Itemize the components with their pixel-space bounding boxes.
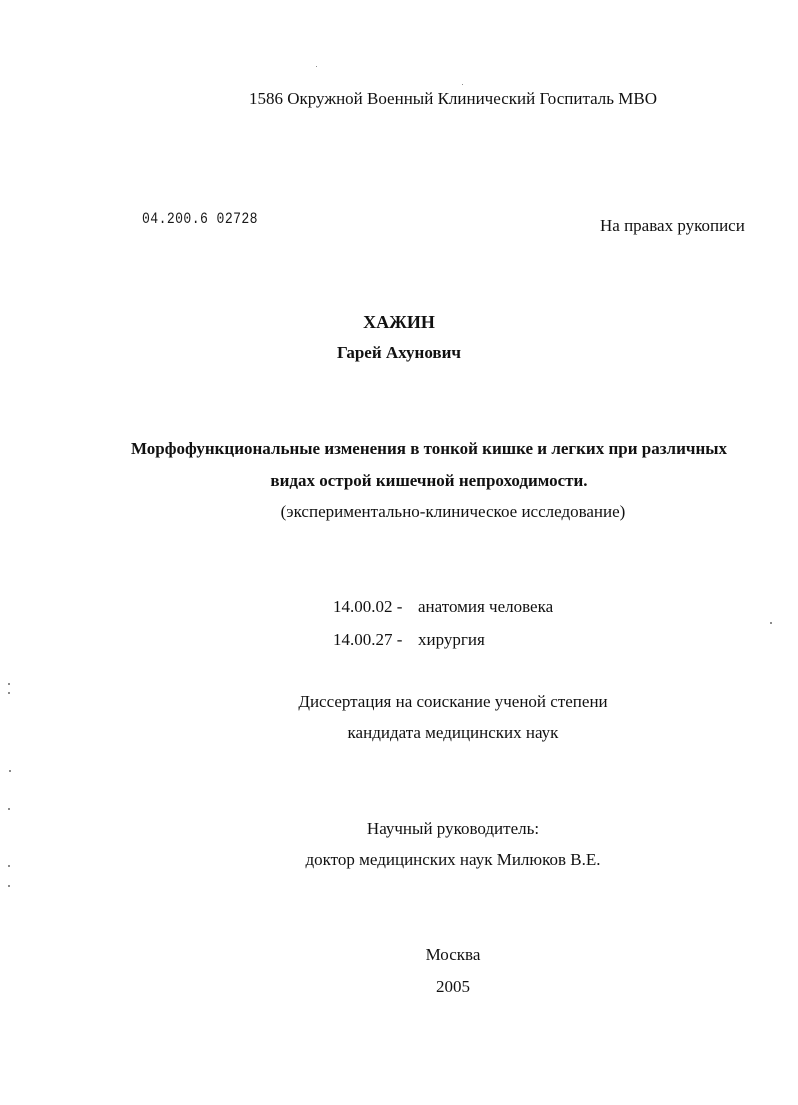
scan-speck — [8, 683, 10, 685]
thesis-title-line-1: Морфофункциональные изменения в тонкой кишке и легких при различных — [130, 439, 728, 458]
manuscript-note: На правах рукописи — [600, 216, 745, 235]
scan-speck — [770, 622, 772, 624]
dissertation-line-2: кандидата медицинских наук — [347, 723, 559, 742]
specialty-item — [333, 597, 553, 617]
advisor-name: доктор медицинских наук Милюков В.Е. — [305, 850, 601, 869]
registration-stamp: 04.200.6 02728 — [142, 210, 258, 228]
year: 2005 — [436, 977, 470, 996]
scan-speck — [9, 770, 11, 772]
dissertation-line-1: Диссертация на соискание ученой степени — [298, 692, 608, 711]
scan-speck — [8, 885, 10, 887]
advisor-label: Научный руководитель: — [366, 819, 540, 838]
author-surname: ХАЖИН — [363, 312, 435, 332]
scan-speck — [316, 66, 317, 67]
scan-speck — [8, 808, 10, 810]
scan-speck — [8, 865, 10, 867]
scan-speck — [8, 692, 10, 694]
specialty-code: 14.00.02 - — [333, 597, 403, 616]
specialty-name: анатомия человека — [418, 597, 554, 616]
specialty-item — [333, 630, 485, 650]
thesis-title-line-2: видах острой кишечной непроходимости. — [270, 471, 588, 490]
institution-name: 1586 Окружной Военный Клинический Госпиталь МВО — [248, 89, 658, 108]
specialty-name: хирургия — [418, 630, 485, 649]
specialty-code: 14.00.27 - — [333, 630, 403, 649]
author-given-names: Гарей Ахунович — [337, 343, 461, 362]
thesis-subtitle: (экспериментально-клиническое исследование) — [280, 502, 626, 521]
scan-speck — [462, 84, 463, 85]
city: Москва — [425, 945, 481, 964]
